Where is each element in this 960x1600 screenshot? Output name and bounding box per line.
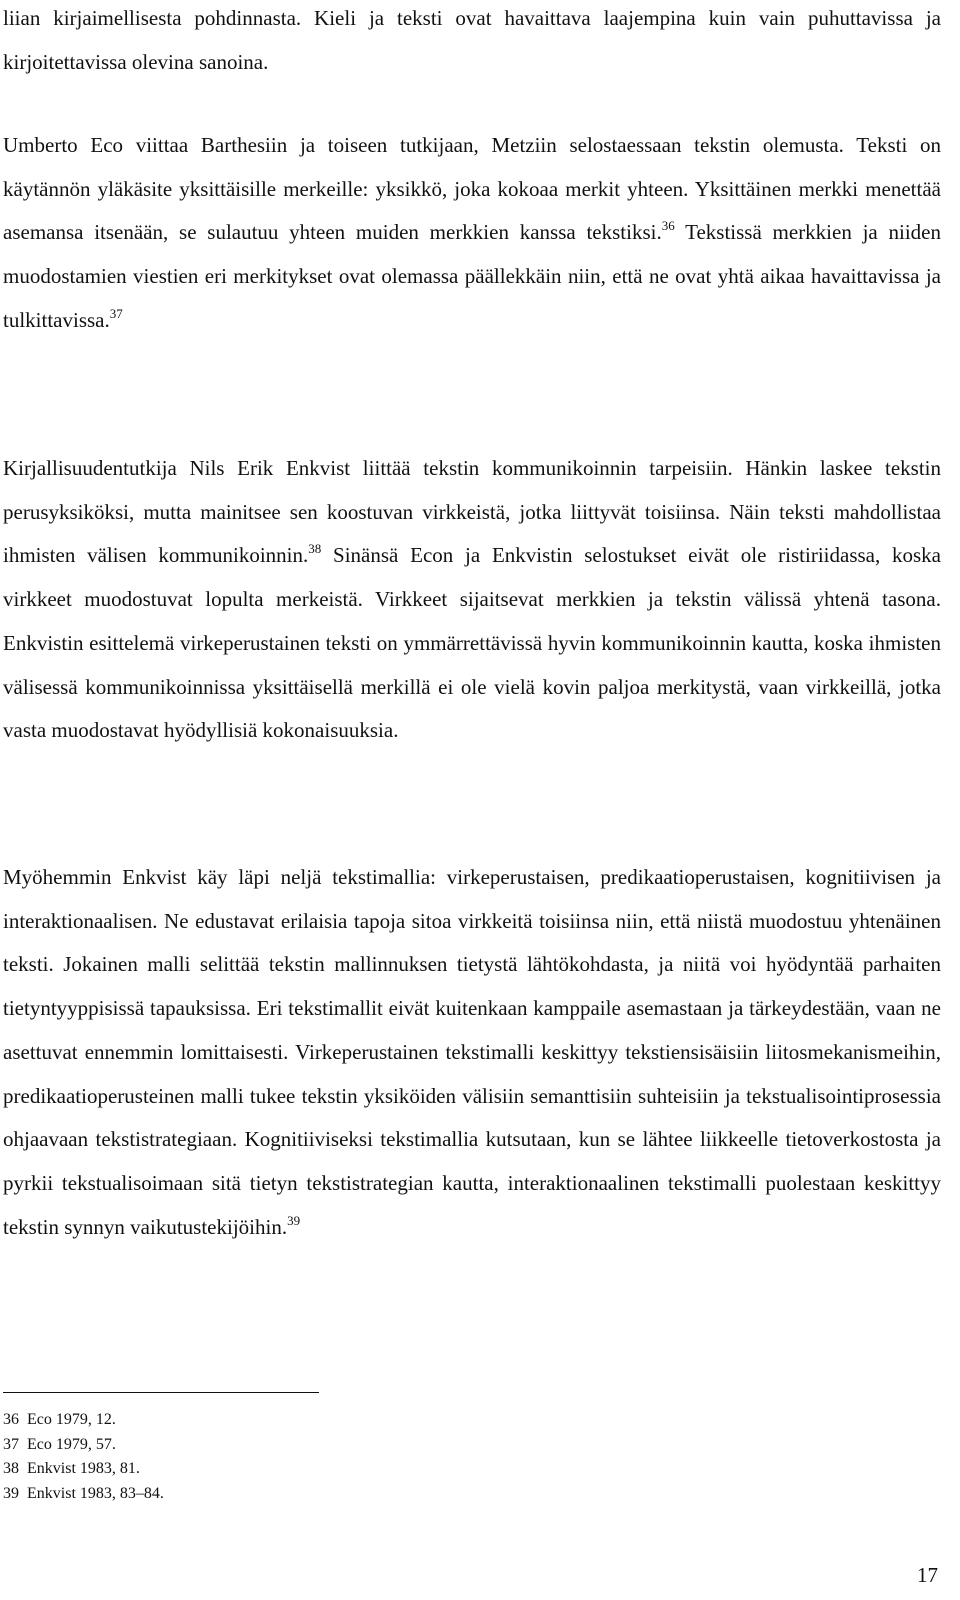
paragraph (3, 0, 941, 84)
paragraph-text: Umberto Eco viittaa Barthesiin ja toiseen tutkijaan, Metziin selostaessaan tekstin olemusta. Teksti on käytännön yläkäsite yksittäisille merkeille: yksikkö, joka kokoaa merkit yhteen. Yksittäinen merkki menettää asemansa itsenään, se sulautuu yhteen muiden merkkien kanssa tekstiksi. (3, 133, 941, 245)
footnote-text: Eco 1979, 57. (27, 1435, 116, 1453)
paragraph (3, 124, 941, 343)
footnote (3, 1482, 503, 1507)
page-number: 17 (917, 1563, 938, 1587)
paragraph-text: Sinänsä Econ ja Enkvistin selostukset eivät ole ristiriidassa, koska virkkeet muodostuvat lopulta merkeistä. Virkkeet sijaitsevat merkkien ja tekstin välissä yhtenä tasona. Enkvistin esittelemä virkeperustainen teksti on ymmärrettävissä hyvin kommunikoinnin kautta, koska ihmisten välisessä kommunikoinnissa yksittäisellä merkillä ei ole vielä kovin paljoa merkitystä, vaan virkkeillä, jotka vasta muodostavat hyödyllisiä kokonaisuuksia. (3, 543, 941, 743)
footnote-number: 36 (3, 1411, 19, 1428)
footnote-text: Enkvist 1983, 81. (27, 1460, 140, 1477)
footnote-text: Enkvist 1983, 83–84. (27, 1484, 164, 1502)
footnote (3, 1457, 503, 1482)
footnote (3, 1433, 503, 1458)
paragraph (3, 447, 941, 753)
footnote-reference: 39 (287, 1212, 301, 1228)
footnote-number: 38 (3, 1460, 19, 1477)
paragraph-text: liian kirjaimellisesta pohdinnasta. Kieli ja teksti ovat havaittava laajempina kuin vain puhuttavissa ja kirjoitettavissa olevina sanoina. (3, 6, 941, 74)
footnote-list (3, 1408, 503, 1506)
footnote-number: 39 (3, 1484, 19, 1502)
paragraph-text: Myöhemmin Enkvist käy läpi neljä tekstimallia: virkeperustaisen, predikaatioperustaisen, kognitiivisen ja interaktionaalisen. Ne edustavat erilaisia tapoja sitoa virkkeitä toisiinsa niin, että niistä muodostuu yhtenäinen teksti. Jokainen malli selittää tekstin mallinnuksen tietystä lähtökohdasta, ja niitä voi hyödyntää parhaiten tietyntyyppisissä tapauksissa. Eri tekstimallit eivät kuitenkaan kamppaile asemastaan ja tärkeydestään, vaan ne asettuvat ennemmin lomittaisesti. Virkeperustainen tekstimalli keskittyy tekstiensisäisiin liitosmekanismeihin, predikaatioperusteinen malli tukee tekstin yksiköiden välisiin semanttisiin suhteisiin ja tekstualisointiprosessia ohjaavaan tekstistrategiaan. Kognitiiviseksi tekstimallia kutsutaan, kun se lähtee liikkeelle tietoverkostosta ja pyrkii tekstualisoimaan sitä tietyn tekstistrategian kautta, interaktionaalinen tekstimalli puolestaan keskittyy tekstin synnyn vaikutustekijöihin. (3, 865, 941, 1239)
footnote-reference: 37 (109, 305, 123, 321)
footnote-number: 37 (3, 1435, 19, 1453)
footnote-text: Eco 1979, 12. (27, 1411, 116, 1428)
footnote-reference: 36 (661, 218, 675, 234)
paragraph-text: Kirjallisuudentutkija Nils Erik Enkvist liittää tekstin kommunikoinnin tarpeisiin. Hänkin laskee tekstin perusyksiköksi, mutta mainitsee sen koostuvan virkkeistä, jotka liittyvät toisiinsa. Näin teksti mahdollistaa ihmisten välisen kommunikoinnin. (3, 456, 941, 568)
paragraph (3, 856, 941, 1249)
paragraph-text: Tekstissä merkkien ja niiden muodostamien viestien eri merkitykset ovat olemassa päällekkäin niin, että ne ovat yhtä aikaa havaittavissa ja tulkittavissa. (3, 220, 941, 332)
footnote-reference: 38 (308, 541, 322, 557)
footnote-separator (3, 1392, 319, 1393)
footnote (3, 1408, 503, 1433)
